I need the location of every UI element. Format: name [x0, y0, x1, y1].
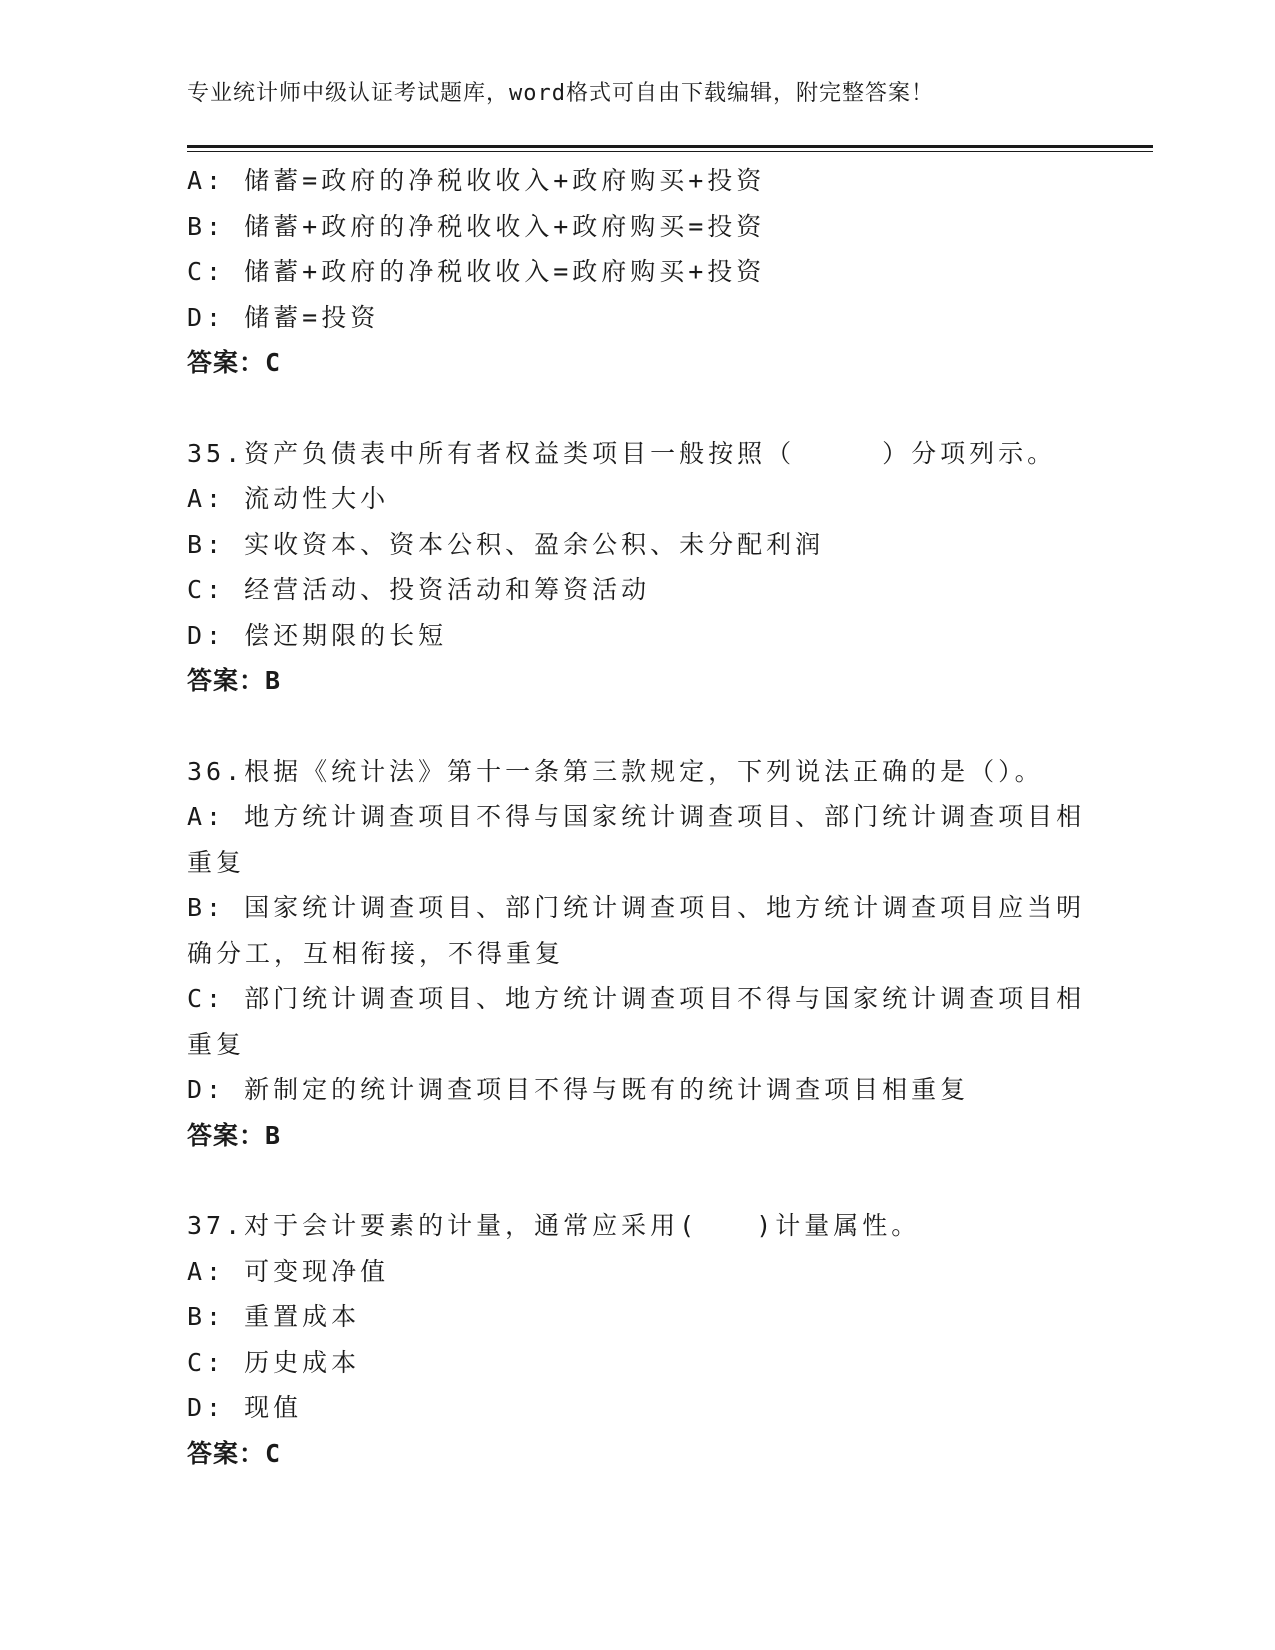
header-rule-thin — [187, 151, 1153, 152]
question-34 — [187, 158, 1087, 386]
question-text: 35.资产负债表中所有者权益类项目一般按照（ ）分项列示。 — [187, 438, 1057, 468]
option-b: B: 国家统计调查项目、部门统计调查项目、地方统计调查项目应当明 — [187, 893, 1086, 922]
question-text: 36.根据《统计法》第十一条第三款规定，下列说法正确的是（）。 — [187, 756, 1044, 786]
spacer — [187, 386, 1087, 431]
answer: 答案：C — [187, 348, 282, 377]
header-rule-thick — [187, 145, 1153, 148]
option-a-continued: 重复 — [187, 847, 246, 877]
question-37 — [187, 1203, 1087, 1476]
spacer — [187, 704, 1087, 749]
spacer — [187, 1158, 1087, 1203]
option-c: C: 经营活动、投资活动和筹资活动 — [187, 575, 651, 604]
question-text: 37.对于会计要素的计量，通常应采用( )计量属性。 — [187, 1211, 921, 1240]
option-b-continued: 确分工，互相衔接，不得重复 — [187, 938, 565, 968]
option-a: A: 可变现净值 — [187, 1256, 390, 1286]
page-header: 专业统计师中级认证考试题库，word格式可自由下载编辑，附完整答案！ — [187, 81, 934, 106]
option-c: C: 部门统计调查项目、地方统计调查项目不得与国家统计调查项目相 — [187, 984, 1086, 1013]
option-d: D: 新制定的统计调查项目不得与既有的统计调查项目相重复 — [187, 1075, 970, 1104]
option-d: D: 储蓄=投资 — [187, 302, 380, 332]
option-b: B: 实收资本、资本公积、盈余公积、未分配利润 — [187, 529, 825, 559]
option-c: C: 储蓄+政府的净税收收入=政府购买+投资 — [187, 257, 766, 286]
option-d: D: 现值 — [187, 1393, 303, 1422]
option-c: C: 历史成本 — [187, 1347, 361, 1377]
answer: 答案：B — [187, 1120, 282, 1150]
option-a: A: 储蓄=政府的净税收收入+政府购买+投资 — [187, 166, 766, 195]
question-35 — [187, 431, 1087, 704]
option-c-continued: 重复 — [187, 1029, 246, 1059]
option-a: A: 地方统计调查项目不得与国家统计调查项目、部门统计调查项目相 — [187, 802, 1086, 831]
question-list — [187, 158, 1087, 1476]
option-b: B: 重置成本 — [187, 1302, 361, 1331]
option-b: B: 储蓄+政府的净税收收入+政府购买=投资 — [187, 211, 766, 241]
answer: 答案：B — [187, 666, 282, 695]
option-a: A: 流动性大小 — [187, 484, 390, 513]
question-36 — [187, 749, 1087, 1159]
option-d: D: 偿还期限的长短 — [187, 620, 448, 650]
answer: 答案：C — [187, 1438, 282, 1468]
